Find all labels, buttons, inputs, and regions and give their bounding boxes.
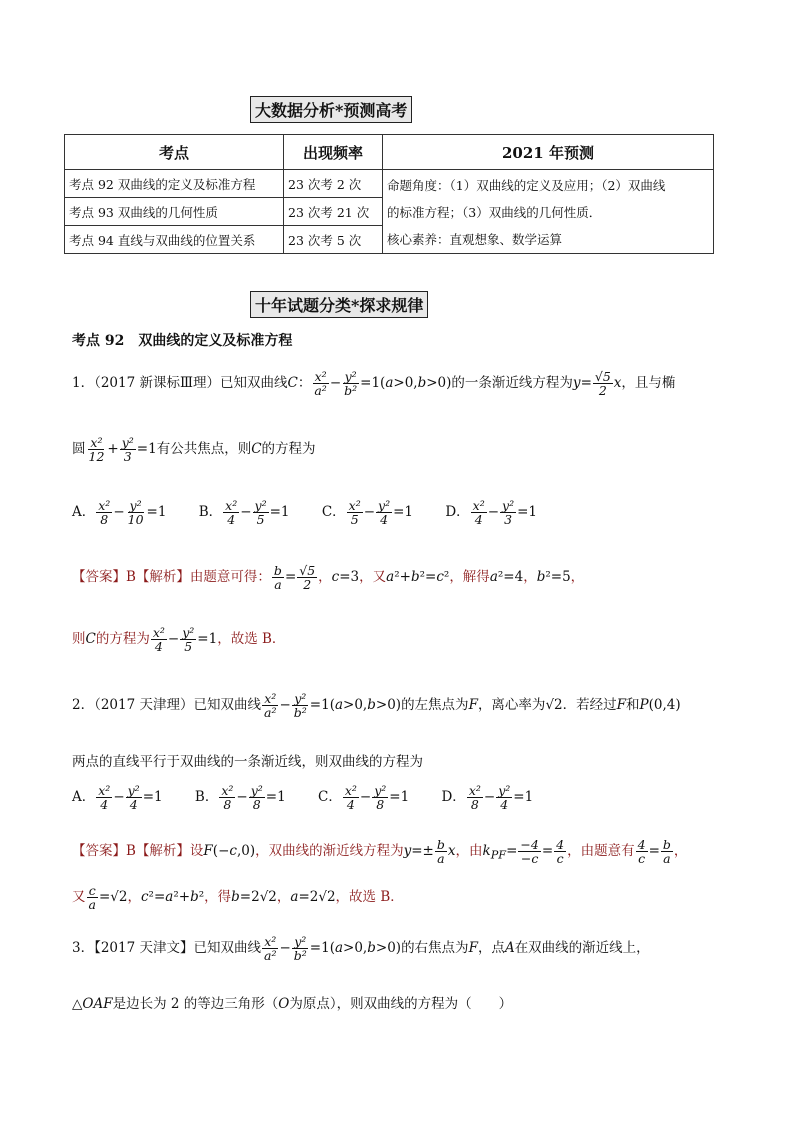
row3-freq: 23 次考 5 次 — [284, 226, 383, 254]
q2-line2: 两点的直线平行于双曲线的一条渐近线，则双曲线的方程为 — [72, 754, 423, 770]
th-frequency: 出现频率 — [284, 135, 383, 170]
q2-options: A． $\frac{\text{x²}}{4}$ − $\frac{\text{y²}}{4}$ =1 B． $\frac{\text{x²}}{8}$ − $\frac{\text{y²}}{8}$ =1 C． $\frac{\text{x²}}{4}$ − $\frac{\text{y²}}{8}$ =1 D． $\frac{\text{x²}}{8}$ − $\frac{\text{y²}}{4}$ =1 — [72, 783, 534, 813]
stats-table — [64, 134, 714, 254]
banner-big-data: 大数据分析*预测高考 — [250, 96, 412, 123]
answer1-line1: 【答案】B【解析】由题意可得： $\frac{b}{a}$ = $\frac{√5}{2}$ ，c=3，又a²+b²=c²，解得a²=4，b²=5， — [72, 563, 585, 593]
answer2-line1: 【答案】B【解析】设F(−c,0)，双曲线的渐近线方程为y=± $\frac{b}{a}$ x，由$k_{PF}=$ $\frac{-4}{-c}$ = $\frac{4}{c}$ ，由题意有 $\frac{4}{c}$ = $\frac{b}{a}$ ， — [72, 837, 688, 867]
q1-options: A． $\frac{\text{x²}}{8}$ − $\frac{\text{y²}}{10}$ =1 B． $\frac{\text{x²}}{4}$ − $\frac{\text{y²}}{5}$ =1 C． $\frac{\text{x²}}{5}$ − $\frac{\text{y²}}{4}$ =1 D． $\frac{\text{x²}}{4}$ − $\frac{\text{y²}}{3}$ =1 — [72, 498, 537, 528]
row2-freq: 23 次考 21 次 — [284, 198, 383, 226]
th-prediction: 2021 年预测 — [383, 135, 714, 170]
prediction-cell — [383, 170, 714, 254]
q3-line2: △OAF是边长为 2 的等边三角形（O为原点），则双曲线的方程为（ ） — [72, 996, 513, 1012]
answer2-line2: 又 $\frac{c}{a}$ =√2，c²=a²+b²，得b=2√2，a=2√2，故选 B． — [72, 883, 404, 913]
prediction-line2: 的标准方程；（3）双曲线的几何性质． — [387, 205, 602, 220]
row1-freq: 23 次考 2 次 — [284, 170, 383, 198]
section-heading: 考点 92 双曲线的定义及标准方程 — [72, 333, 293, 349]
q3-line1: 3．【2017 天津文】已知双曲线 $\frac{\text{x²}}{\text{a²}}$ − $\frac{\text{y²}}{\text{b²}}$ =1(a>0,b>0)的右焦点为F，点A在双曲线的渐近线上， — [72, 934, 650, 964]
prediction-line1: 命题角度：（1）双曲线的定义及应用；（2）双曲线 — [387, 178, 666, 193]
row3-kaodian: 考点 94 直线与双曲线的位置关系 — [65, 226, 284, 254]
row1-kaodian: 考点 92 双曲线的定义及标准方程 — [65, 170, 284, 198]
q2-line1: 2．（2017 天津理）已知双曲线 $\frac{\text{x²}}{\text{a²}}$ − $\frac{\text{y²}}{\text{b²}}$ =1(a>0,b>0)的左焦点为F，离心率为√2．若经过F和P(0,4) — [72, 691, 681, 721]
q1-line1: 1．（2017 新课标Ⅲ理）已知双曲线C： $\frac{\text{x²}}{\text{a²}}$ − $\frac{\text{y²}}{\text{b²}}$ =1(a>0,b>0)的一条渐近线方程为y= $\frac{√5}{2}$ x，且与椭 — [72, 369, 676, 399]
prediction-line3: 核心素养：直观想象、数学运算 — [387, 232, 563, 247]
q1-line2: 圆 $\frac{\text{x²}}{12}$ + $\frac{\text{y²}}{3}$ =1有公共焦点，则C的方程为 — [72, 435, 316, 465]
row2-kaodian: 考点 93 双曲线的几何性质 — [65, 198, 284, 226]
answer1-line2: 则C的方程为 $\frac{\text{x²}}{4}$ − $\frac{\text{y²}}{5}$ =1，故选 B． — [72, 625, 286, 655]
th-kaodian: 考点 — [65, 135, 284, 170]
banner-ten-year: 十年试题分类*探求规律 — [250, 291, 428, 318]
